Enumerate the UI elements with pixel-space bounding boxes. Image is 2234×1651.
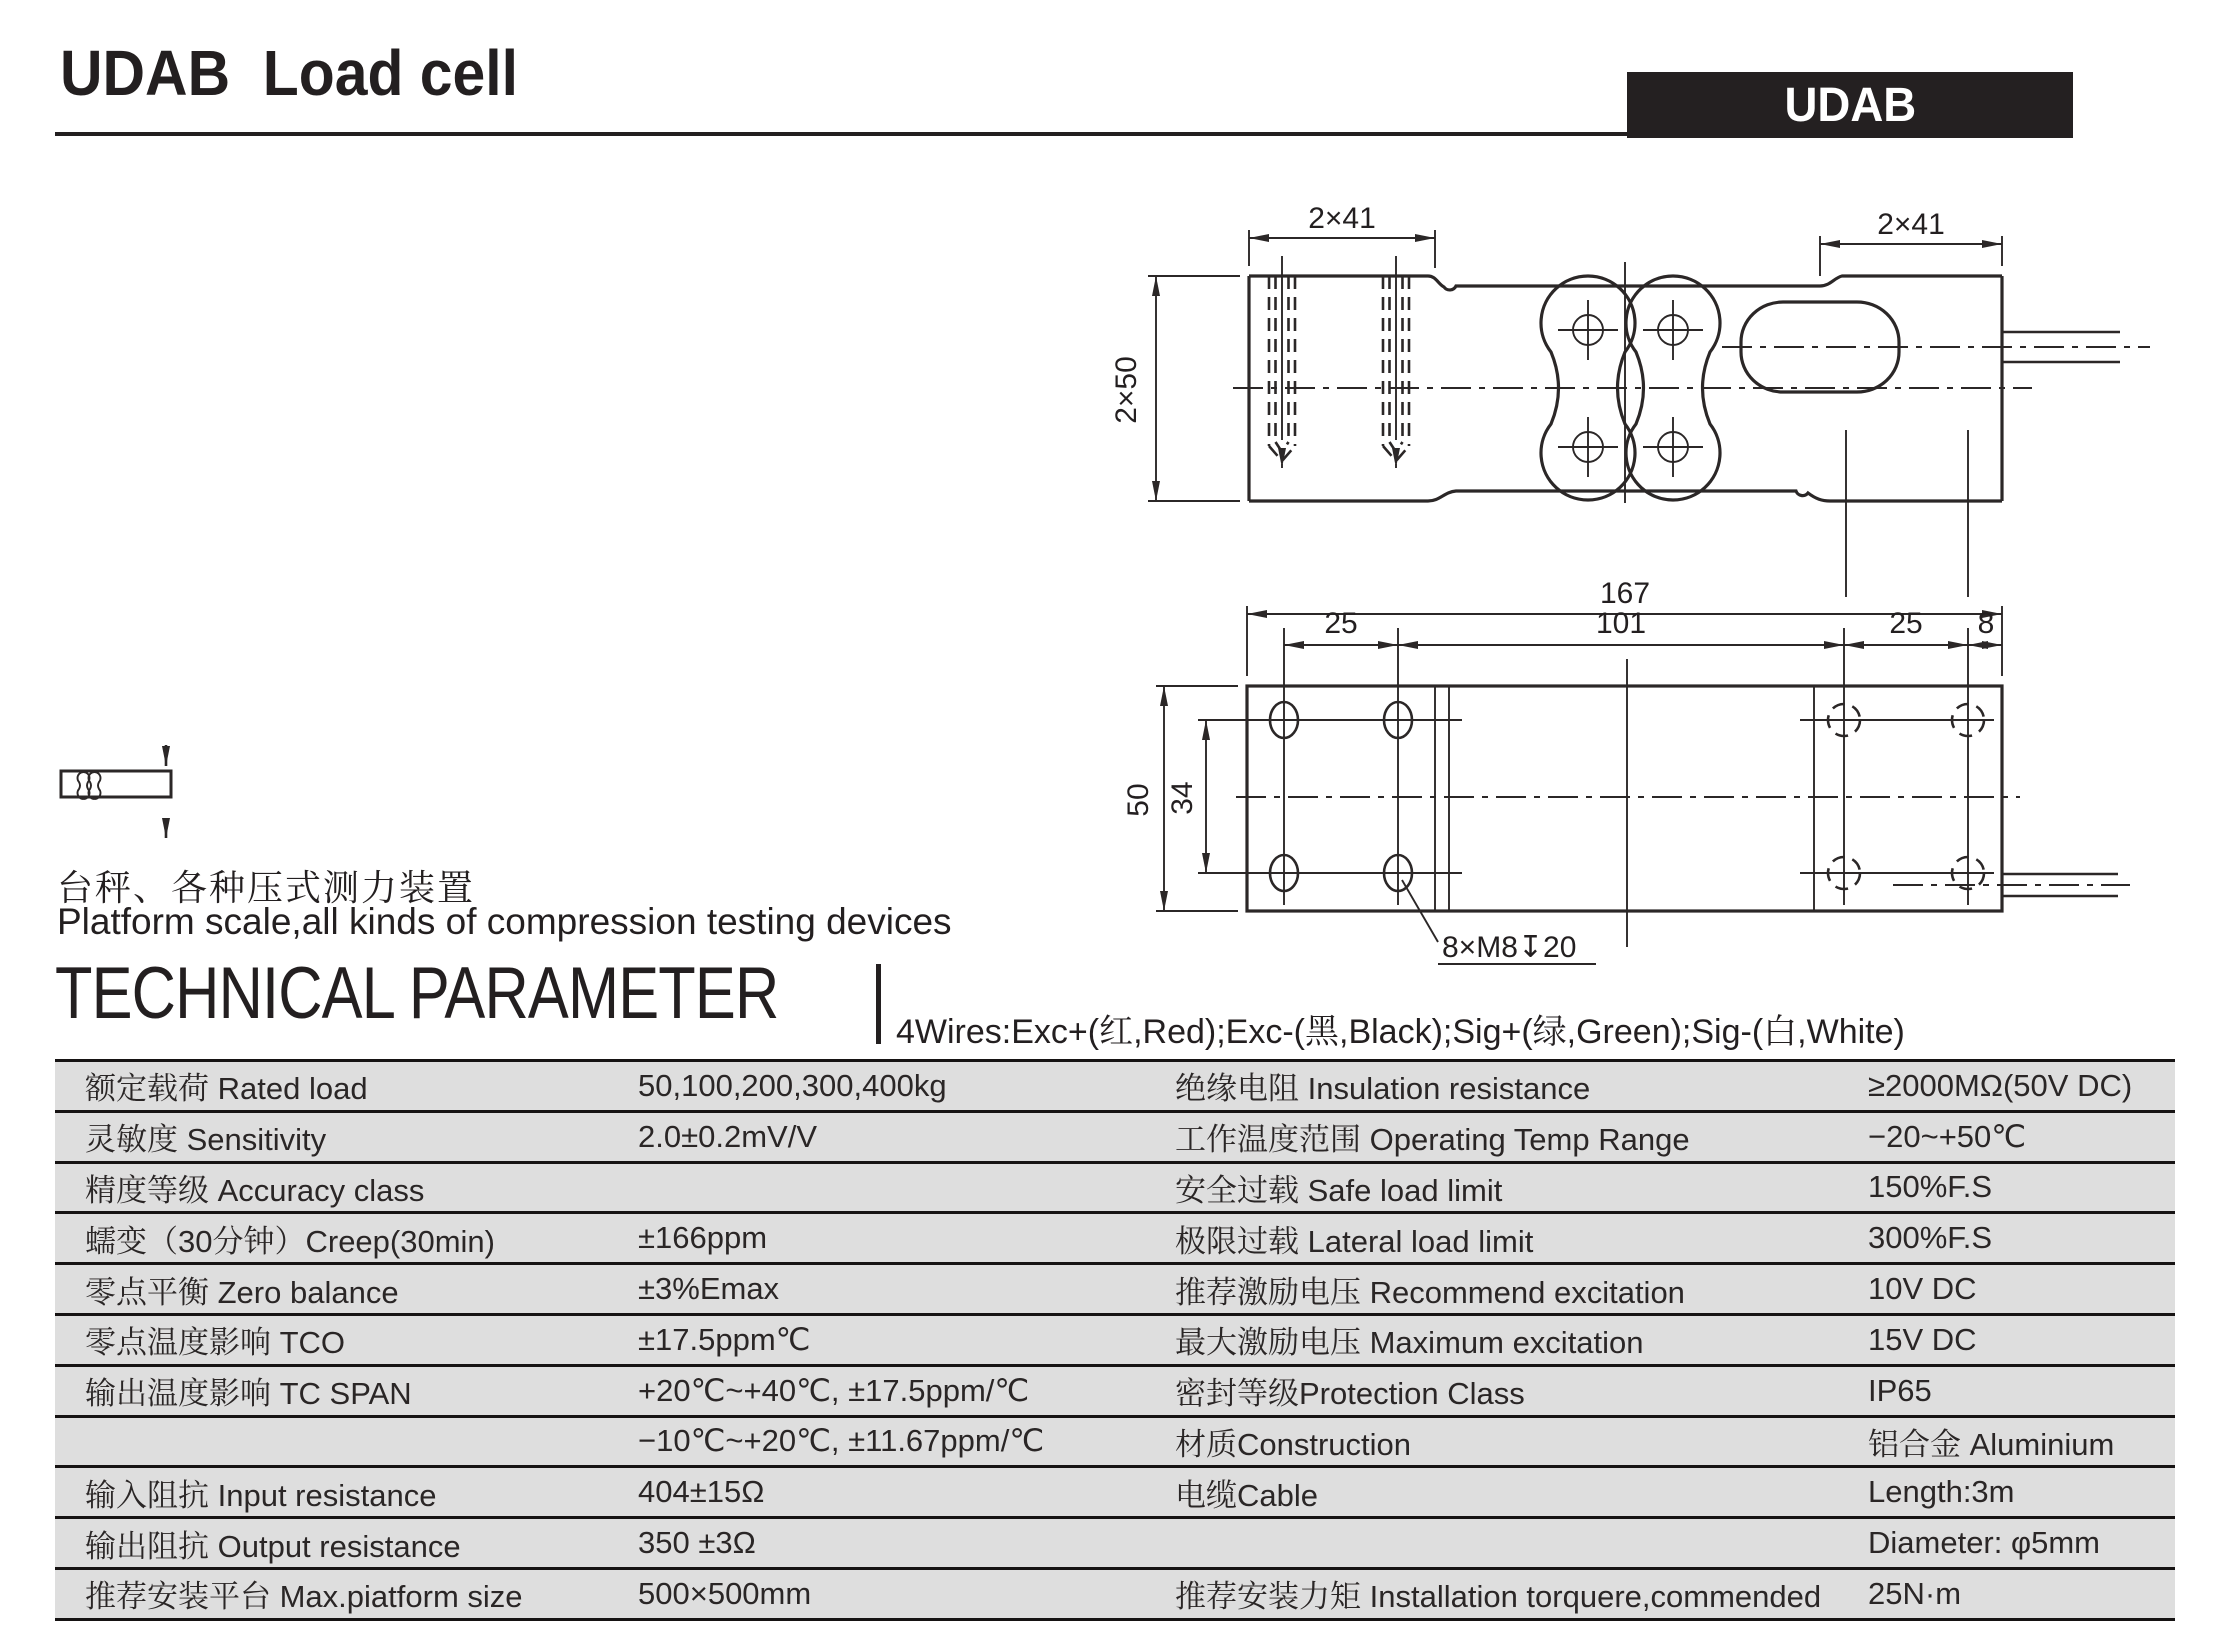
drawing-top-view xyxy=(1110,202,2150,597)
param-value: 350 ±3Ω xyxy=(638,1525,756,1561)
param-label: 灵敏度 Sensitivity xyxy=(85,1122,327,1158)
param-label: 安全过载 Safe load limit xyxy=(1175,1172,1503,1208)
param-value: IP65 xyxy=(1868,1372,1932,1408)
application-caption-en: Platform scale,all kinds of compression testing devices xyxy=(57,901,952,942)
table-row xyxy=(55,1265,2175,1316)
param-value: 300%F.S xyxy=(1868,1220,1993,1256)
dim-label: 50 xyxy=(1122,783,1155,817)
param-label: 蠕变（30分钟）Creep(30min) xyxy=(85,1223,495,1259)
param-label: 输入阻抗 Input resistance xyxy=(85,1477,437,1513)
cable xyxy=(1893,874,2130,896)
table-row xyxy=(55,1113,2175,1164)
dim-label: 2×41 xyxy=(1877,208,1945,241)
threaded-slot xyxy=(1269,256,1295,468)
param-label: 零点平衡 Zero balance xyxy=(85,1274,399,1310)
table-row xyxy=(55,1468,2175,1519)
param-value: ±166ppm xyxy=(638,1220,768,1256)
dimension-row xyxy=(1284,607,2002,645)
table-row xyxy=(55,1418,2175,1469)
table-row xyxy=(55,1164,2175,1215)
param-value: ±17.5ppm℃ xyxy=(638,1321,811,1357)
table-row xyxy=(55,1367,2175,1418)
param-label: 工作温度范围 Operating Temp Range xyxy=(1175,1122,1690,1158)
dim-label: 2×41 xyxy=(1308,202,1376,235)
thread-callout xyxy=(1402,880,1596,964)
param-label: 精度等级 Accuracy class xyxy=(85,1172,425,1208)
param-label: 密封等级Protection Class xyxy=(1175,1376,1525,1412)
param-value: 50,100,200,300,400kg xyxy=(638,1067,947,1103)
param-label: 极限过载 Lateral load limit xyxy=(1175,1223,1534,1259)
param-value: 10V DC xyxy=(1868,1271,1977,1307)
param-label: 绝缘电阻 Insulation resistance xyxy=(1175,1071,1591,1107)
dim-label: 2×50 xyxy=(1110,356,1143,424)
param-value: 15V DC xyxy=(1868,1321,1977,1357)
param-value: −20~+50℃ xyxy=(1868,1118,2027,1154)
param-label: 零点温度影响 TCO xyxy=(85,1325,346,1361)
param-label: 额定载荷 Rated load xyxy=(85,1071,368,1107)
dim-label: 101 xyxy=(1595,607,1647,640)
threaded-slot xyxy=(1383,256,1409,468)
table-row xyxy=(55,1570,2175,1621)
wiring-note: 4Wires:Exc+(红,Red);Exc-(黑,Black);Sig+(绿,Green);Sig-(白,White) xyxy=(896,1013,1905,1051)
load-direction-icon xyxy=(61,745,171,838)
param-value: 404±15Ω xyxy=(638,1474,765,1510)
param-value: ±3%Emax xyxy=(638,1271,780,1307)
dim-label: 8 xyxy=(1977,607,1995,640)
brand-tab-label: UDAB xyxy=(1784,78,1916,132)
drawing-front-view xyxy=(1122,577,2130,964)
dimension-34 xyxy=(1166,720,1206,873)
param-label: 输出温度影响 TC SPAN xyxy=(85,1376,412,1412)
param-value: −10℃~+20℃, ±11.67ppm/℃ xyxy=(638,1423,1045,1459)
dim-label: 25 xyxy=(1324,607,1358,640)
param-label: 推荐安装力矩 Installation torquere,commended xyxy=(1175,1579,1822,1615)
param-value: 25N·m xyxy=(1868,1575,1962,1611)
param-value: ≥2000MΩ(50V DC) xyxy=(1868,1067,2133,1103)
dim-label: 25 xyxy=(1889,607,1923,640)
heading-divider xyxy=(876,964,881,1044)
param-label: 最大激励电压 Maximum excitation xyxy=(1175,1325,1644,1361)
table-row xyxy=(55,1214,2175,1265)
param-value: Length:3m xyxy=(1868,1474,2015,1510)
dim-label: 167 xyxy=(1599,577,1651,610)
param-value: +20℃~+40℃, ±17.5ppm/℃ xyxy=(638,1372,1030,1408)
table-row xyxy=(55,1519,2175,1570)
table-row xyxy=(55,1062,2175,1113)
thread-note: 8×M8↧20 xyxy=(1442,931,1577,964)
param-value: 2.0±0.2mV/V xyxy=(638,1118,817,1154)
dim-label: 34 xyxy=(1166,781,1199,815)
param-value: 铝合金 Aluminium xyxy=(1868,1426,2115,1462)
table-row xyxy=(55,1316,2175,1367)
page-title: UDAB Load cell xyxy=(60,37,519,109)
param-label: 推荐激励电压 Recommend excitation xyxy=(1175,1274,1685,1310)
param-label: 材质Construction xyxy=(1175,1426,1412,1462)
dimension-2x41-right xyxy=(1820,208,2002,276)
param-label: 推荐安装平台 Max.piatform size xyxy=(85,1579,523,1615)
parameter-table xyxy=(55,1059,2175,1621)
param-value: 500×500mm xyxy=(638,1575,812,1611)
param-label: 电缆Cable xyxy=(1175,1477,1318,1513)
param-value: Diameter: φ5mm xyxy=(1868,1525,2100,1561)
application-caption-zh: 台秤、各种压式测力装置 xyxy=(57,867,476,908)
param-value: 150%F.S xyxy=(1868,1169,1993,1205)
section-heading: TECHNICAL PARAMETER xyxy=(55,953,779,1034)
param-label: 输出阻抗 Output resistance xyxy=(85,1528,461,1564)
dimension-2x50 xyxy=(1110,276,1240,501)
dimension-2x41-left xyxy=(1249,202,1435,268)
